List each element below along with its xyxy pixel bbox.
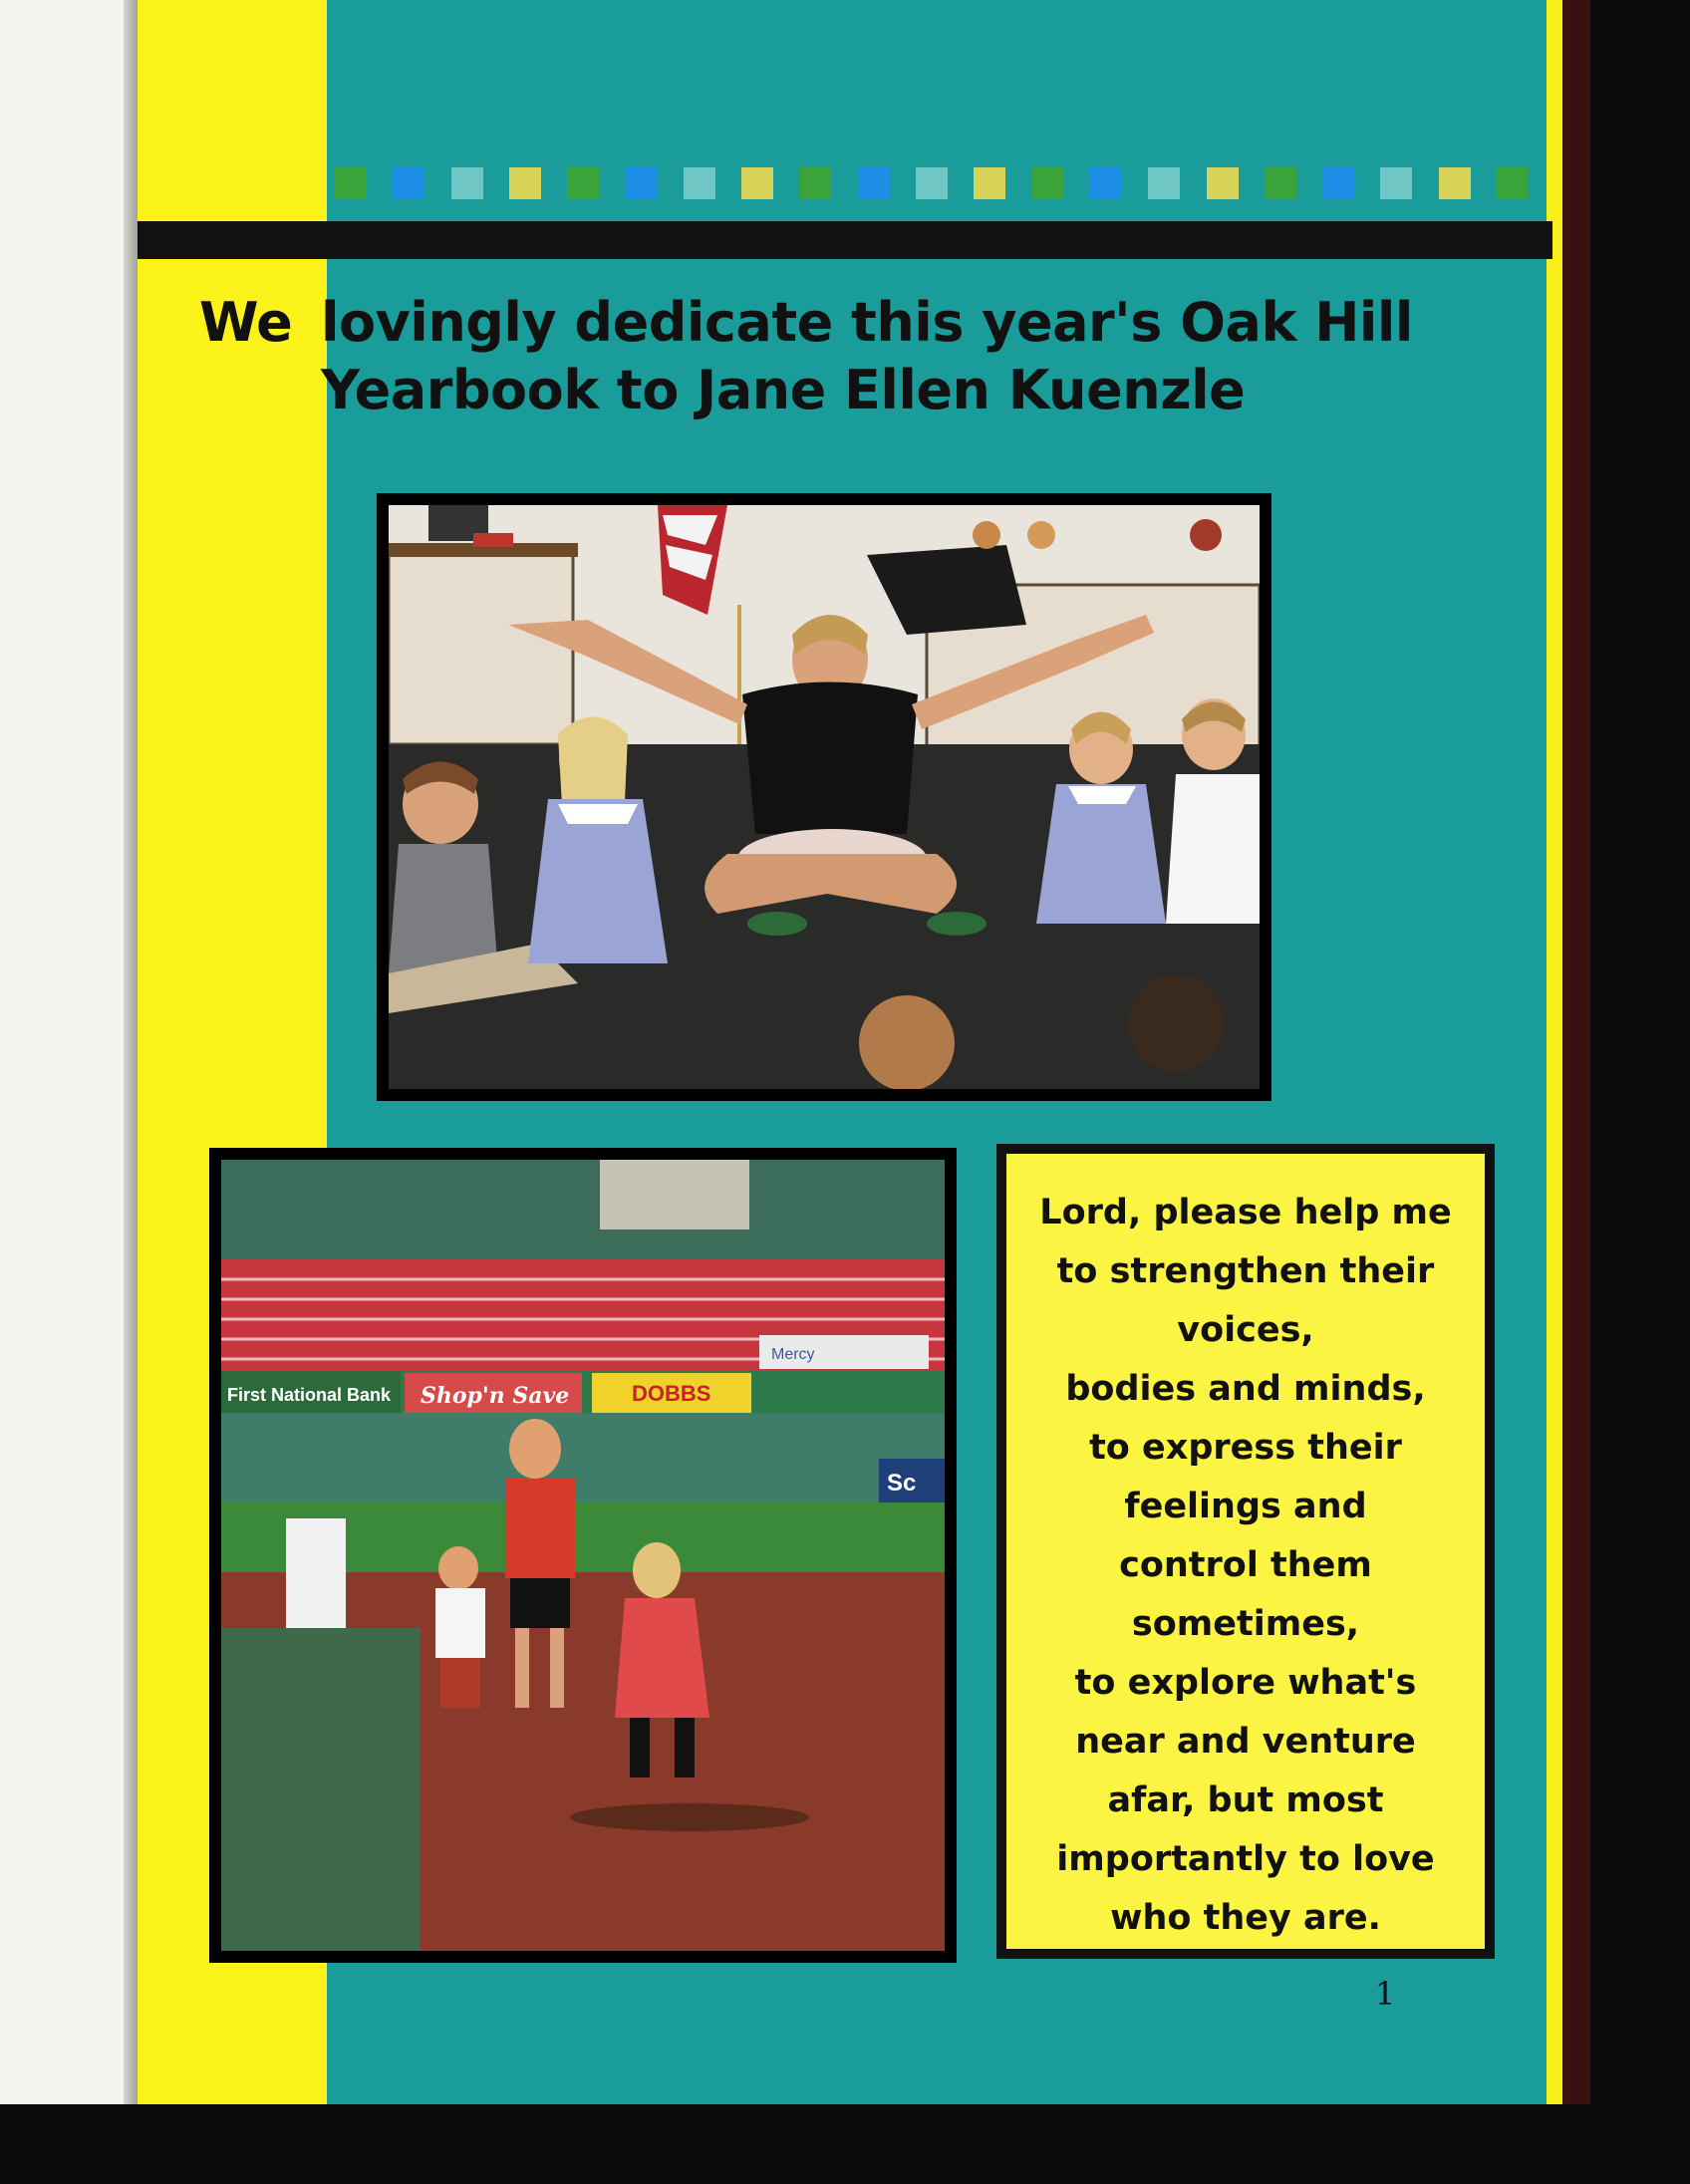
prayer-quote-box — [996, 1144, 1495, 1959]
decorative-square — [1497, 167, 1529, 199]
quote-line: feelings and — [1124, 1487, 1367, 1526]
title-first-word: We — [199, 291, 293, 354]
banner-sc: Sc — [887, 1470, 917, 1497]
quote-line: control them — [1119, 1545, 1372, 1585]
decorative-square — [974, 167, 1005, 199]
decorative-squares-row — [335, 167, 1541, 207]
decorative-square — [1148, 167, 1180, 199]
header-black-stripe — [138, 221, 1552, 259]
quote-line: to express their — [1089, 1428, 1402, 1468]
decorative-square — [741, 167, 773, 199]
ballpark-illustration — [221, 1160, 945, 1951]
decorative-square — [1265, 167, 1296, 199]
decorative-square — [626, 167, 658, 199]
decorative-square — [858, 167, 890, 199]
dedication-title — [199, 289, 1495, 448]
classroom-illustration — [389, 505, 1260, 1089]
ballpark-photo — [209, 1148, 957, 1963]
banner-mercy: Mercy — [771, 1346, 815, 1363]
decorative-square — [1322, 167, 1354, 199]
banner-dobbs: DOBBS — [632, 1381, 711, 1406]
decorative-square — [1439, 167, 1471, 199]
ballpark-photo-image — [221, 1160, 945, 1951]
quote-line: afar, but most — [1107, 1780, 1384, 1820]
decorative-square — [1090, 167, 1122, 199]
decorative-square — [1380, 167, 1412, 199]
quote-line: sometimes, — [1131, 1604, 1360, 1644]
prayer-quote-panel — [1006, 1154, 1485, 1949]
quote-line: bodies and minds, — [1065, 1369, 1426, 1409]
decorative-square — [1032, 167, 1064, 199]
decorative-square — [567, 167, 599, 199]
book-cover-edge — [1562, 0, 1590, 2104]
scan-background — [0, 2104, 1690, 2184]
quote-line: to explore what's — [1074, 1663, 1417, 1703]
classroom-photo — [377, 493, 1271, 1101]
decorative-square — [335, 167, 367, 199]
quote-line: to strengthen their — [1056, 1251, 1435, 1291]
quote-line: importantly to love — [1056, 1839, 1435, 1879]
quote-line: who they are. — [1110, 1898, 1381, 1938]
title-rest-text: lovingly dedicate this year's Oak Hill Yearbook to Jane Ellen Kuenzle — [321, 291, 1413, 421]
yellow-right-edge — [1547, 0, 1562, 2104]
classroom-photo-image — [389, 505, 1260, 1089]
left-facing-page — [0, 0, 138, 2104]
banner-shop-n-save: Shop'n Save — [421, 1383, 570, 1409]
decorative-square — [916, 167, 948, 199]
decorative-square — [684, 167, 715, 199]
decorative-square — [1207, 167, 1239, 199]
page-number: 1 — [1374, 1975, 1396, 2013]
quote-line: voices, — [1177, 1310, 1314, 1350]
decorative-square — [509, 167, 541, 199]
decorative-square — [393, 167, 424, 199]
decorative-square — [799, 167, 831, 199]
banner-first-national-bank: First National Bank — [227, 1385, 392, 1405]
quote-line: near and venture — [1075, 1722, 1416, 1762]
decorative-square — [451, 167, 483, 199]
quote-line: Lord, please help me — [1039, 1193, 1452, 1232]
